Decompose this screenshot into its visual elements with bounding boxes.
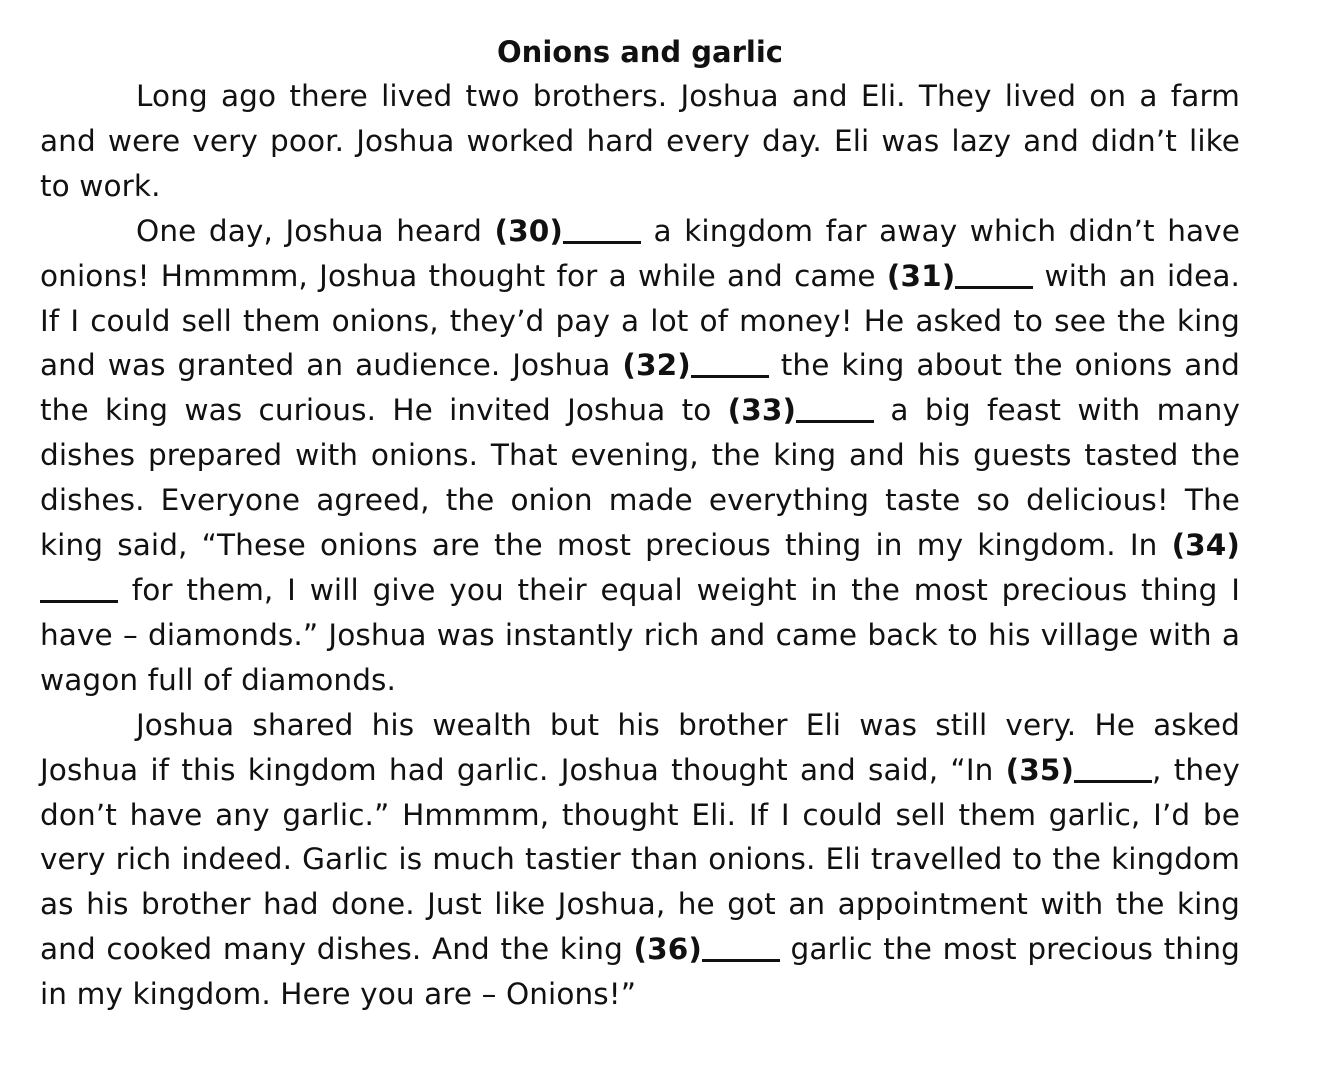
blank-number: (32) <box>622 348 691 383</box>
paragraph-text: Long ago there lived two brothers. Joshua and Eli. They lived on a farm and were very poor. Joshua worked hard every day. Eli was lazy and didn’t like to work. <box>40 79 1240 203</box>
paragraph-text: the king about the onions and the king was curious. He invited Joshua to <box>40 348 1240 428</box>
paragraph-text: with an idea. If I could sell them onions, they’d pay a lot of money! He asked to see the king and was granted an audience. Joshua <box>40 258 1240 383</box>
paragraph-text: Joshua shared his wealth but his brother Eli was still very. He asked Joshua if this kingdom had garlic. Joshua thought and said, “In <box>40 707 1240 787</box>
answer-blank[interactable] <box>563 215 641 244</box>
story-paragraph <box>40 209 1240 703</box>
answer-blank[interactable] <box>796 394 874 423</box>
story-paragraph <box>40 703 1240 1017</box>
blank-number: (36) <box>633 932 702 967</box>
blank-number: (34) <box>1171 528 1240 563</box>
blank-number: (31) <box>886 258 956 293</box>
paragraph-text: for them, I will give you their equal weight in the most precious thing I have – diamonds.” Joshua was instantly rich and came back to his village with a wagon full of diamonds. <box>40 572 1240 697</box>
paragraph-text: One day, Joshua heard <box>136 213 495 248</box>
paragraph-text: a kingdom far away which didn’t have onions! Hmmmm, Joshua thought for a while and came <box>40 213 1240 293</box>
document-title: Onions and garlic <box>497 35 783 69</box>
answer-blank[interactable] <box>702 933 780 962</box>
blank-number: (30) <box>494 213 563 248</box>
answer-blank[interactable] <box>40 574 118 603</box>
story-body <box>40 74 1240 1017</box>
blank-number: (35) <box>1005 752 1075 787</box>
story-paragraph <box>40 74 1240 209</box>
paragraph-text: , they don’t have any garlic.” Hmmmm, thought Eli. If I could sell them garlic, I’d be very rich indeed. Garlic is much tastier than onions. Eli travelled to the kingdom as his brother had done. Just like Joshua, he got an appointment with the king and cooked many dishes. And the king <box>40 752 1240 967</box>
blank-number: (33) <box>727 393 797 428</box>
answer-blank[interactable] <box>1074 754 1152 783</box>
answer-blank[interactable] <box>955 260 1033 289</box>
paragraph-text: garlic the most precious thing in my kingdom. Here you are – Onions!” <box>40 932 1240 1012</box>
answer-blank[interactable] <box>691 349 769 378</box>
paragraph-text: a big feast with many dishes prepared with onions. That evening, the king and his guests tasted the dishes. Everyone agreed, the onion made everything taste so delicious! The king said, “These onions are the most precious thing in my kingdom. In <box>40 393 1241 563</box>
